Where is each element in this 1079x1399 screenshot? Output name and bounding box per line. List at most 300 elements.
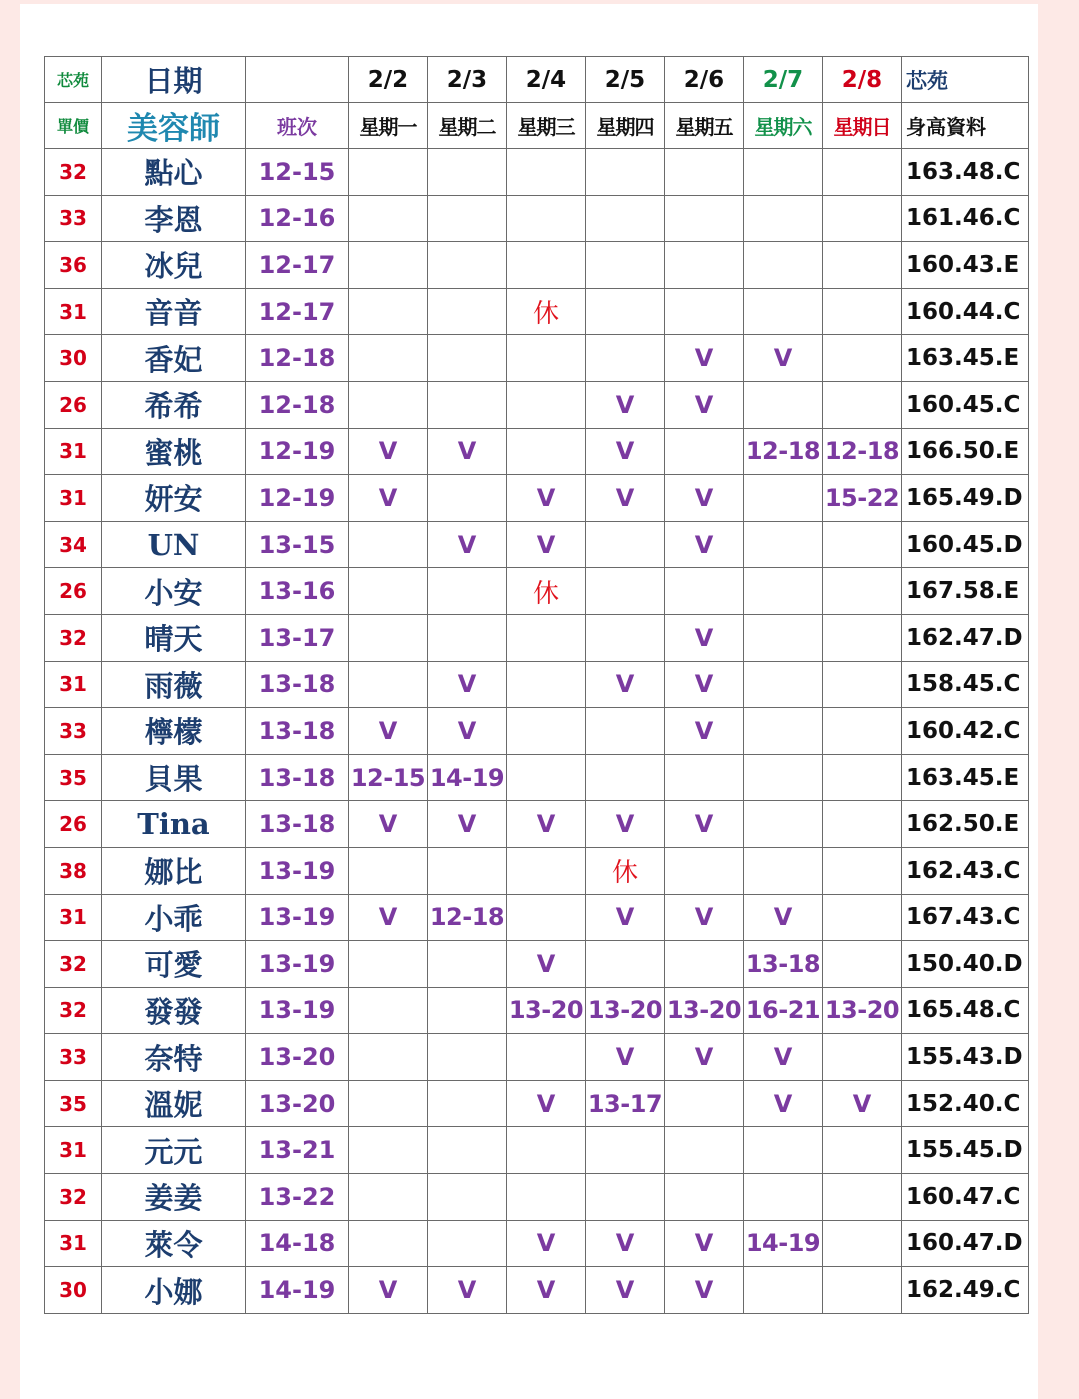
day-cell-3 [586,708,665,755]
shift-cell: 13-18 [246,754,349,801]
day-cell-0 [349,661,428,708]
day-cell-6 [823,847,902,894]
day-cell-0 [349,195,428,242]
table-row [45,1127,1029,1174]
beautician-name-cell: 小乖 [102,894,246,941]
day-cell-5: V [744,894,823,941]
shift-cell: 12-18 [246,381,349,428]
table-row [45,1267,1029,1314]
day-cell-5: 16-21 [744,987,823,1034]
table-row [45,754,1029,801]
beautician-name-cell: 冰兒 [102,242,246,289]
header-date-3: 2/5 [586,57,665,103]
day-cell-0: 12-15 [349,754,428,801]
price-cell: 30 [45,335,102,382]
day-cell-3: V [586,1034,665,1081]
day-cell-2 [507,614,586,661]
header-store-label: 芯苑 [45,57,102,103]
header-store-label-right: 芯苑 [902,57,1029,103]
beautician-name-cell: Tina [102,801,246,848]
day-cell-2: V [507,801,586,848]
header-date-1: 2/3 [428,57,507,103]
header-row-dates [45,57,1029,103]
day-cell-4 [665,568,744,615]
price-cell: 31 [45,475,102,522]
day-cell-0 [349,521,428,568]
day-cell-2: V [507,1267,586,1314]
shift-cell: 13-20 [246,1080,349,1127]
height-data-cell: 158.45.C [902,661,1029,708]
day-cell-6 [823,754,902,801]
day-cell-4 [665,428,744,475]
shift-cell: 13-18 [246,708,349,755]
day-cell-1 [428,1220,507,1267]
day-cell-4: V [665,1220,744,1267]
day-cell-3: V [586,1267,665,1314]
shift-cell: 13-17 [246,614,349,661]
day-cell-6 [823,381,902,428]
header-row-weekdays [45,103,1029,149]
beautician-name-cell: 香妃 [102,335,246,382]
day-cell-3: 13-20 [586,987,665,1034]
height-data-cell: 162.47.D [902,614,1029,661]
day-cell-5 [744,568,823,615]
day-cell-6: 12-18 [823,428,902,475]
price-cell: 31 [45,1127,102,1174]
day-cell-1 [428,195,507,242]
day-cell-5: V [744,335,823,382]
table-row [45,894,1029,941]
day-cell-5 [744,475,823,522]
beautician-name-cell: 貝果 [102,754,246,801]
height-data-cell: 155.43.D [902,1034,1029,1081]
height-data-cell: 162.49.C [902,1267,1029,1314]
table-row [45,288,1029,335]
day-cell-3: V [586,894,665,941]
table-row [45,428,1029,475]
day-cell-4: V [665,894,744,941]
day-cell-0 [349,1080,428,1127]
day-cell-6 [823,568,902,615]
height-data-cell: 160.47.C [902,1174,1029,1221]
day-cell-2 [507,661,586,708]
day-cell-1: V [428,708,507,755]
day-cell-3 [586,1127,665,1174]
price-cell: 31 [45,894,102,941]
table-row [45,149,1029,196]
day-cell-5 [744,195,823,242]
price-cell: 34 [45,521,102,568]
day-cell-5: 13-18 [744,941,823,988]
header-shift-title: 班次 [246,103,349,149]
day-cell-0: V [349,1267,428,1314]
day-cell-1 [428,987,507,1034]
day-cell-6 [823,894,902,941]
shift-cell: 13-15 [246,521,349,568]
day-cell-1 [428,1034,507,1081]
height-data-cell: 160.43.E [902,242,1029,289]
day-cell-4: 13-20 [665,987,744,1034]
day-cell-2: 13-20 [507,987,586,1034]
shift-cell: 13-22 [246,1174,349,1221]
header-date-4: 2/6 [665,57,744,103]
day-cell-0 [349,987,428,1034]
day-cell-4: V [665,1034,744,1081]
beautician-name-cell: 姜姜 [102,1174,246,1221]
day-cell-4: V [665,708,744,755]
day-cell-5 [744,381,823,428]
day-cell-3 [586,754,665,801]
day-cell-3 [586,941,665,988]
day-cell-0: V [349,894,428,941]
day-cell-0 [349,847,428,894]
day-cell-4: V [665,614,744,661]
day-cell-0 [349,1220,428,1267]
day-cell-6 [823,1267,902,1314]
price-cell: 31 [45,288,102,335]
beautician-name-cell: 娜比 [102,847,246,894]
day-cell-4 [665,149,744,196]
day-cell-0 [349,149,428,196]
day-cell-3 [586,521,665,568]
price-cell: 32 [45,149,102,196]
height-data-cell: 167.58.E [902,568,1029,615]
day-cell-0 [349,941,428,988]
table-row [45,661,1029,708]
day-cell-0 [349,335,428,382]
day-cell-0 [349,242,428,289]
day-cell-6 [823,1220,902,1267]
day-cell-3: V [586,661,665,708]
day-cell-2: V [507,521,586,568]
day-cell-0 [349,1174,428,1221]
shift-cell: 12-17 [246,288,349,335]
table-row [45,475,1029,522]
height-data-cell: 163.45.E [902,335,1029,382]
day-cell-1 [428,149,507,196]
height-data-cell: 160.45.C [902,381,1029,428]
header-weekday-1: 星期二 [428,103,507,149]
table-row [45,801,1029,848]
table-row [45,847,1029,894]
day-cell-4 [665,1127,744,1174]
day-cell-1 [428,1127,507,1174]
header-date-6: 2/8 [823,57,902,103]
day-cell-6 [823,242,902,289]
day-cell-2 [507,149,586,196]
day-cell-4 [665,847,744,894]
table-row [45,941,1029,988]
beautician-name-cell: 小安 [102,568,246,615]
day-cell-6 [823,801,902,848]
day-cell-3: V [586,428,665,475]
day-cell-4: V [665,475,744,522]
header-weekday-4: 星期五 [665,103,744,149]
header-date-5: 2/7 [744,57,823,103]
day-cell-0 [349,614,428,661]
beautician-name-cell: 發發 [102,987,246,1034]
day-cell-3 [586,568,665,615]
day-cell-4: V [665,661,744,708]
day-cell-2 [507,1034,586,1081]
price-cell: 26 [45,568,102,615]
day-cell-4 [665,1174,744,1221]
day-cell-0 [349,1127,428,1174]
beautician-name-cell: 蜜桃 [102,428,246,475]
day-cell-6 [823,195,902,242]
table-row [45,1174,1029,1221]
table-row [45,242,1029,289]
day-cell-6 [823,614,902,661]
header-weekday-3: 星期四 [586,103,665,149]
day-cell-6 [823,1174,902,1221]
day-cell-1: 12-18 [428,894,507,941]
day-cell-3: V [586,801,665,848]
day-cell-0: V [349,428,428,475]
day-cell-1 [428,335,507,382]
shift-cell: 14-18 [246,1220,349,1267]
header-height-title: 身高資料 [902,103,1029,149]
day-cell-5 [744,521,823,568]
shift-cell: 13-19 [246,894,349,941]
day-cell-4 [665,195,744,242]
day-cell-3 [586,335,665,382]
day-cell-6 [823,288,902,335]
day-cell-4: V [665,335,744,382]
day-cell-5 [744,288,823,335]
day-cell-0: V [349,801,428,848]
header-weekday-0: 星期一 [349,103,428,149]
day-cell-1 [428,288,507,335]
day-cell-0 [349,288,428,335]
day-cell-2 [507,754,586,801]
day-cell-5: V [744,1080,823,1127]
beautician-name-cell: 可愛 [102,941,246,988]
height-data-cell: 162.50.E [902,801,1029,848]
price-cell: 32 [45,1174,102,1221]
day-cell-1 [428,381,507,428]
beautician-name-cell: 雨薇 [102,661,246,708]
shift-cell: 13-18 [246,661,349,708]
beautician-schedule-table [44,56,1029,1314]
day-cell-3: V [586,1220,665,1267]
header-price-label: 單價 [45,103,102,149]
shift-cell: 14-19 [246,1267,349,1314]
beautician-name-cell: 點心 [102,149,246,196]
height-data-cell: 160.45.D [902,521,1029,568]
table-row [45,1220,1029,1267]
beautician-name-cell: 奈特 [102,1034,246,1081]
price-cell: 31 [45,428,102,475]
day-cell-0 [349,1034,428,1081]
beautician-name-cell: 妍安 [102,475,246,522]
shift-cell: 13-16 [246,568,349,615]
shift-cell: 13-20 [246,1034,349,1081]
beautician-name-cell: UN [102,521,246,568]
price-cell: 33 [45,195,102,242]
header-date-2: 2/4 [507,57,586,103]
day-cell-5: V [744,1034,823,1081]
day-cell-5 [744,754,823,801]
price-cell: 31 [45,661,102,708]
day-cell-4 [665,242,744,289]
day-cell-5 [744,614,823,661]
shift-cell: 13-19 [246,941,349,988]
day-cell-5 [744,801,823,848]
day-cell-5 [744,1127,823,1174]
day-cell-1: V [428,661,507,708]
price-cell: 31 [45,1220,102,1267]
day-cell-2 [507,381,586,428]
height-data-cell: 167.43.C [902,894,1029,941]
beautician-name-cell: 希希 [102,381,246,428]
price-cell: 30 [45,1267,102,1314]
day-cell-2 [507,894,586,941]
shift-cell: 12-17 [246,242,349,289]
day-cell-5 [744,149,823,196]
day-cell-3 [586,614,665,661]
day-cell-3: 休 [586,847,665,894]
day-cell-0 [349,568,428,615]
day-cell-2 [507,1174,586,1221]
day-cell-1 [428,847,507,894]
height-data-cell: 165.49.D [902,475,1029,522]
shift-cell: 12-19 [246,428,349,475]
table-row [45,1034,1029,1081]
day-cell-4: V [665,521,744,568]
day-cell-3: V [586,475,665,522]
table-row [45,568,1029,615]
day-cell-1 [428,1080,507,1127]
table-row [45,708,1029,755]
price-cell: 35 [45,754,102,801]
shift-cell: 13-19 [246,847,349,894]
table-row [45,521,1029,568]
day-cell-1 [428,1174,507,1221]
price-cell: 32 [45,941,102,988]
day-cell-2: 休 [507,568,586,615]
beautician-name-cell: 檸檬 [102,708,246,755]
header-blank-cell [246,57,349,103]
height-data-cell: 162.43.C [902,847,1029,894]
shift-cell: 13-19 [246,987,349,1034]
beautician-name-cell: 音音 [102,288,246,335]
header-weekday-5: 星期六 [744,103,823,149]
shift-cell: 12-15 [246,149,349,196]
day-cell-5 [744,1267,823,1314]
day-cell-2 [507,428,586,475]
day-cell-5 [744,847,823,894]
price-cell: 32 [45,614,102,661]
header-beautician-title: 美容師 [102,103,246,149]
day-cell-6: 15-22 [823,475,902,522]
day-cell-5 [744,242,823,289]
day-cell-3 [586,1174,665,1221]
day-cell-1: V [428,1267,507,1314]
day-cell-2 [507,195,586,242]
day-cell-4: V [665,1267,744,1314]
day-cell-2 [507,335,586,382]
height-data-cell: 161.46.C [902,195,1029,242]
height-data-cell: 150.40.D [902,941,1029,988]
day-cell-5 [744,1174,823,1221]
height-data-cell: 152.40.C [902,1080,1029,1127]
day-cell-2 [507,242,586,289]
price-cell: 32 [45,987,102,1034]
day-cell-1: 14-19 [428,754,507,801]
height-data-cell: 163.45.E [902,754,1029,801]
height-data-cell: 155.45.D [902,1127,1029,1174]
day-cell-6: 13-20 [823,987,902,1034]
price-cell: 26 [45,381,102,428]
day-cell-1: V [428,521,507,568]
height-data-cell: 160.47.D [902,1220,1029,1267]
day-cell-5 [744,661,823,708]
day-cell-6 [823,335,902,382]
day-cell-0: V [349,708,428,755]
day-cell-0 [349,381,428,428]
height-data-cell: 160.42.C [902,708,1029,755]
table-row [45,1080,1029,1127]
day-cell-1 [428,941,507,988]
header-date-title: 日期 [102,57,246,103]
header-weekday-2: 星期三 [507,103,586,149]
day-cell-4: V [665,801,744,848]
day-cell-2 [507,1127,586,1174]
shift-cell: 12-18 [246,335,349,382]
day-cell-6 [823,941,902,988]
day-cell-6 [823,1127,902,1174]
table-row [45,987,1029,1034]
price-cell: 26 [45,801,102,848]
shift-cell: 13-18 [246,801,349,848]
table-row [45,614,1029,661]
day-cell-4 [665,1080,744,1127]
price-cell: 33 [45,708,102,755]
day-cell-3 [586,288,665,335]
day-cell-1 [428,568,507,615]
table-row [45,381,1029,428]
beautician-name-cell: 小娜 [102,1267,246,1314]
header-weekday-6: 星期日 [823,103,902,149]
beautician-name-cell: 元元 [102,1127,246,1174]
day-cell-6 [823,708,902,755]
day-cell-1 [428,242,507,289]
day-cell-4 [665,754,744,801]
table-row [45,335,1029,382]
price-cell: 36 [45,242,102,289]
day-cell-3: 13-17 [586,1080,665,1127]
day-cell-4 [665,288,744,335]
height-data-cell: 160.44.C [902,288,1029,335]
price-cell: 38 [45,847,102,894]
header-date-0: 2/2 [349,57,428,103]
day-cell-6 [823,1034,902,1081]
day-cell-3 [586,242,665,289]
shift-cell: 12-19 [246,475,349,522]
day-cell-2: 休 [507,288,586,335]
day-cell-3 [586,195,665,242]
height-data-cell: 166.50.E [902,428,1029,475]
day-cell-1 [428,614,507,661]
shift-cell: 13-21 [246,1127,349,1174]
height-data-cell: 165.48.C [902,987,1029,1034]
day-cell-2: V [507,1220,586,1267]
day-cell-6 [823,149,902,196]
day-cell-1: V [428,428,507,475]
price-cell: 35 [45,1080,102,1127]
shift-cell: 12-16 [246,195,349,242]
